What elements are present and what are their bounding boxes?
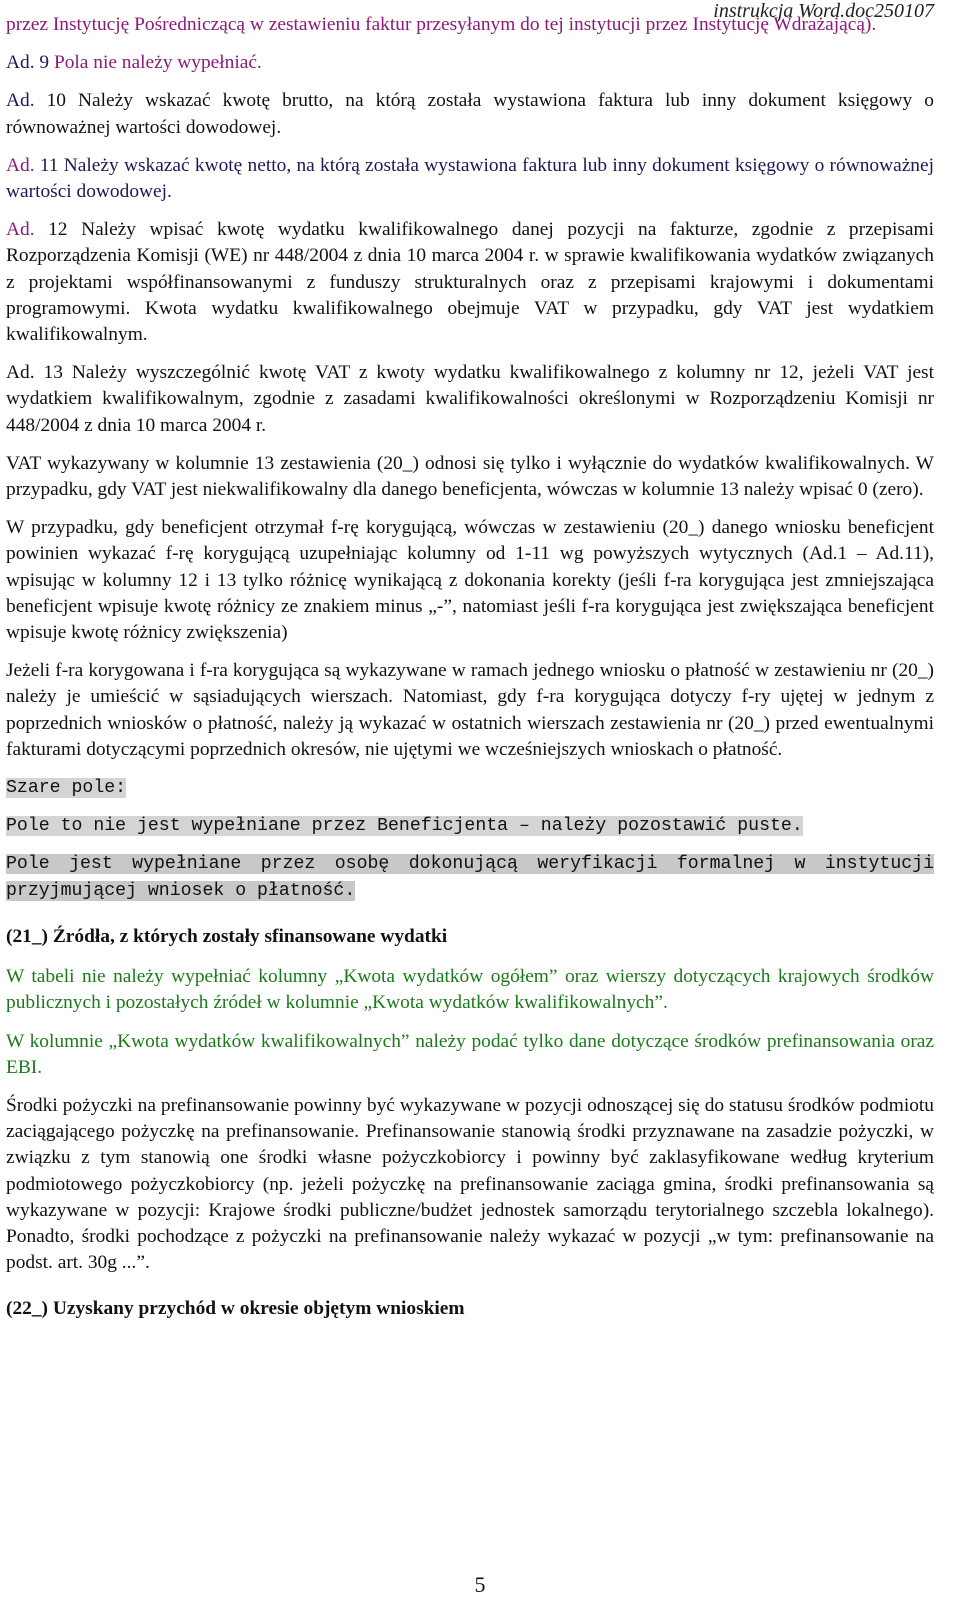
document-filename: instrukcja Word.doc250107 xyxy=(713,0,934,22)
gray-field-note-1 xyxy=(6,813,934,839)
paragraph-ad9 xyxy=(6,50,934,76)
gray-field-note-2 xyxy=(6,851,934,903)
ad9-text: Pola nie należy wypełniać. xyxy=(49,52,262,74)
ad11-text: 11 Należy wskazać kwotę netto, na którą została wystawiona faktura lub inny dokument księgowy o równoważnej wartości dowodowej. xyxy=(6,154,934,203)
ad10-text: 10 Należy wskazać kwotę brutto, na którą została wystawiona faktura lub inny dokument księgowy o równoważnej wartości dowodowej. xyxy=(6,90,934,138)
ad12-text: 12 Należy wpisać kwotę wydatku kwalifikowalnego danej pozycji na fakturze, zgodnie z przepisami Rozporządzenia Komisji (WE) nr 448/2004 z dnia 10 marca 2004 r. w sprawie kwalifikowania wydatków związanych z projektami współfinansowanymi z funduszy strukturalnych oraz z przepisami krajowymi i dokumentami programowymi. Kwota wydatku kwalifikowalnego obejmuje VAT w przypadku, gdy VAT jest wydatkiem kwalifikowalnym. xyxy=(6,219,934,346)
paragraph-vat: VAT wykazywany w kolumnie 13 zestawienia (20_) odnosi się tylko i wyłącznie do wydatków kwalifikowalnych. W przypadku, gdy VAT jest niekwalifikowalny dla danego beneficjenta, wówczas w kolumnie 13 należy wpisać 0 (zero). xyxy=(6,452,934,501)
paragraph-ad10 xyxy=(6,88,934,140)
paragraph-srodki: Środki pożyczki na prefinansowanie powinny być wykazywane w pozycji odnoszącej się do statusu środków podmiotu zaciągającego pożyczkę na prefinansowanie. Prefinansowanie stanowią środki przyznawane na zasadzie pożyczki, w związku z tym stanowią one środki własne pożyczkobiorcy i powinny być zaklasyfikowane według kryterium podmiotowego pożyczkobiorcy (np. jeżeli pożyczkę na prefinansowanie zaciąga gmina, środki prefinansowania są wykazywane w pozycji: Krajowe środki publiczne/budżet jednostek samorządu terytorialnego szczebla lokalnego). Ponadto, środki pochodzące z pożyczki na prefinansowanie należy wykazać w pozycji „w tym: prefinansowanie na podst. art. 30g ...”. xyxy=(6,1094,934,1274)
ad10-label: Ad. xyxy=(6,90,35,112)
paragraph-continuation: przez Instytucję Pośredniczącą w zestawieniu faktur przesyłanym do tej instytucji przez Instytucję Wdrażającą). xyxy=(6,14,877,35)
paragraph-green-2: W kolumnie „Kwota wydatków kwalifikowalnych” należy podać tylko dane dotyczące środków prefinansowania oraz EBI. xyxy=(6,1030,934,1078)
gray-field-note-2-text: Pole jest wypełniane przez osobę dokonującą weryfikacji formalnej w instytucji przyjmującej wniosek o płatność. xyxy=(6,854,934,901)
gray-field-note-1-text: Pole to nie jest wypełniane przez Beneficjenta – należy pozostawić puste. xyxy=(6,816,803,837)
section-heading-22: (22_) Uzyskany przychód w okresie objętym wnioskiem xyxy=(6,1298,465,1320)
ad13-label: Ad. xyxy=(6,362,35,384)
gray-field-label: Szare pole: xyxy=(6,778,127,799)
paragraph-ad12 xyxy=(6,217,934,348)
ad13-text: 13 Należy wyszczególnić kwotę VAT z kwoty wydatku kwalifikowalnego z kolumny nr 12, jeżeli VAT jest wydatkiem kwalifikowalnym, zgodnie z zasadami kwalifikowalności określonymi w Rozporządzeniu Komisji nr 448/2004 z dnia 10 marca 2004 r. xyxy=(6,362,934,436)
section-heading-21: (21_) Źródła, z których zostały sfinansowane wydatki xyxy=(6,925,448,947)
paragraph-ad11 xyxy=(6,153,934,205)
ad11-label: Ad. xyxy=(6,154,35,176)
ad9-label: Ad. 9 xyxy=(6,52,50,74)
paragraph-korekta: W przypadku, gdy beneficjent otrzymał f-rę korygującą, wówczas w zestawieniu (20_) danego wniosku beneficjent powinien wykazać f-rę korygującą uzupełniając kolumny od 1-11 wg powyższych wytycznych (Ad.1 – Ad.11), wpisując w kolumny 12 i 13 tylko różnicę wynikającą z dokonania korekty (jeśli f-ra korygująca jest zmniejszająca beneficjent wpisuje kwotę różnicy ze znakiem minus „-”, natomiast jeśli f-ra korygująca jest zwiększająca beneficjent wpisuje kwotę różnicy zwiększenia) xyxy=(6,517,934,644)
paragraph-ad13 xyxy=(6,360,934,439)
ad12-label: Ad. xyxy=(6,219,35,241)
document-page xyxy=(6,12,934,1337)
paragraph-green-1: W tabeli nie należy wypełniać kolumny „Kwota wydatków ogółem” oraz wierszy dotyczących krajowych środków publicznych i pozostałych źródeł w kolumnie „Kwota wydatków kwalifikowalnych”. xyxy=(6,966,934,1014)
page-number: 5 xyxy=(474,1572,486,1597)
gray-field-heading xyxy=(6,775,934,801)
paragraph-korygowana: Jeżeli f-ra korygowana i f-ra korygująca są wykazywane w ramach jednego wniosku o płatność w zestawieniu nr (20_) należy je umieścić w sąsiadujących wierszach. Natomiast, gdy f-ra korygująca dotyczy f-ry ujętej w jednym z poprzednich wniosków o płatność, należy ją wykazać w ostatnich wierszach zestawienia nr (20_) przed ewentualnymi fakturami dotyczącymi poprzednich okresów, nie ujętymi we wcześniejszych wnioskach o płatność. xyxy=(6,660,934,760)
